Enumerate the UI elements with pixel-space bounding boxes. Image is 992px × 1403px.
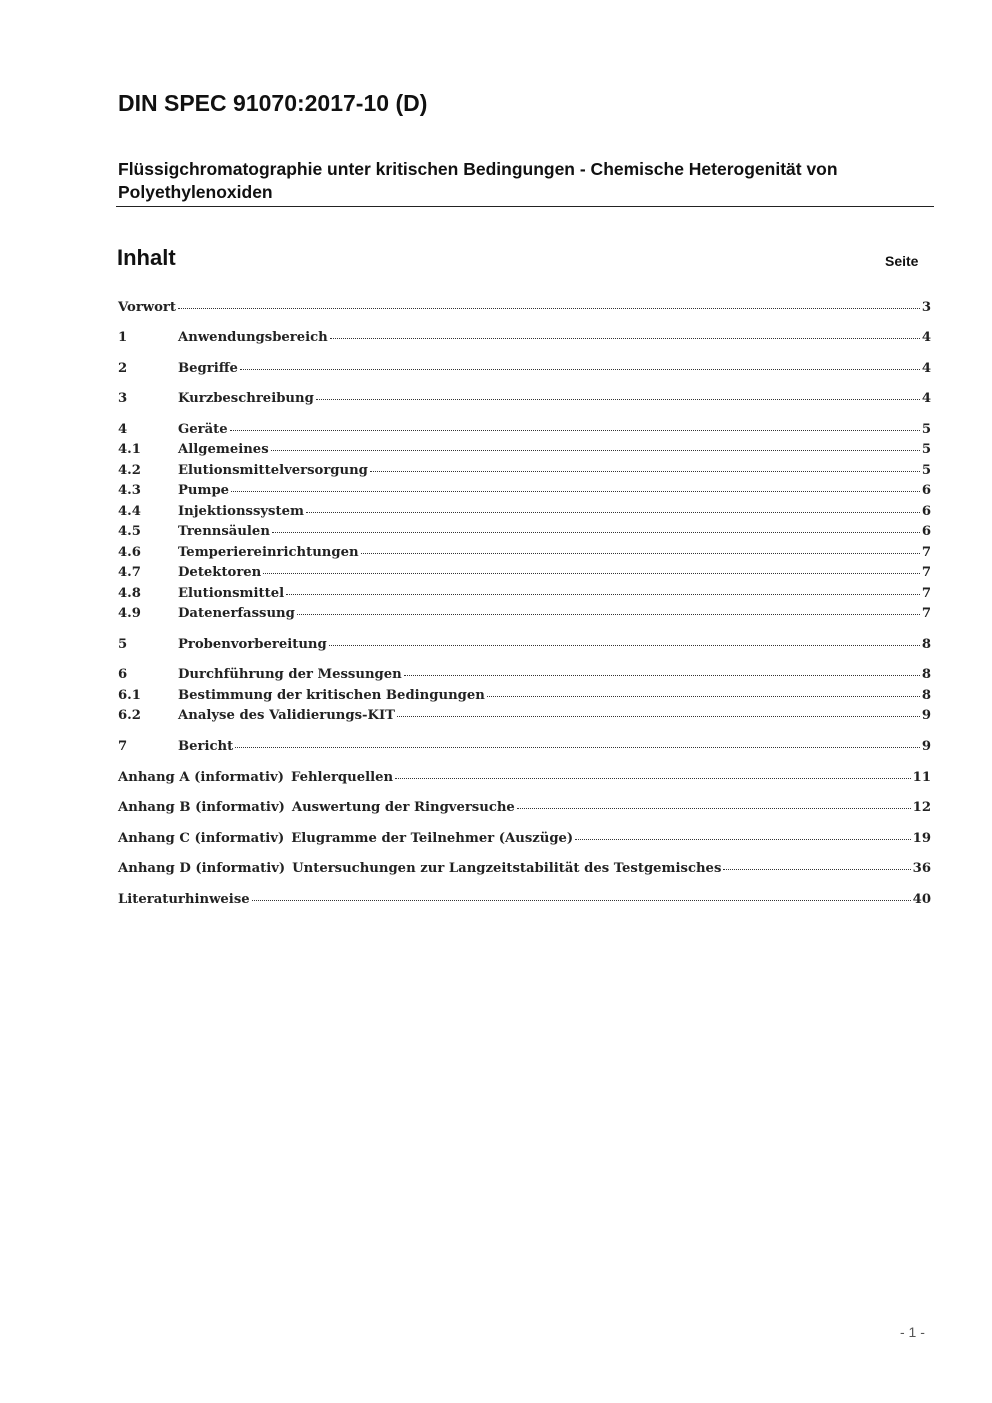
toc-entry-number: 4.5	[118, 524, 141, 539]
toc-entry-page: 36	[912, 861, 931, 876]
toc-entry-annex: Anhang B (informativ)	[118, 800, 285, 815]
toc-entry[interactable]	[118, 330, 931, 350]
toc-entry-title: Temperiereinrichtungen	[178, 545, 359, 560]
toc-entry-annex: Anhang D (informativ)	[118, 861, 286, 876]
toc-entry[interactable]	[118, 300, 931, 320]
toc-entry-title: Untersuchungen zur Langzeitstabilität des Testgemisches	[292, 861, 722, 876]
toc-entry-page: 7	[921, 586, 931, 601]
toc-entry[interactable]	[118, 586, 931, 606]
toc-entry-title: Elugramme der Teilnehmer (Auszüge)	[291, 831, 574, 846]
toc-dot-leader	[178, 308, 920, 309]
toc-entry-page: 8	[921, 667, 931, 682]
toc-entry-page: 40	[912, 892, 931, 907]
toc-entry-title: Durchführung der Messungen	[178, 667, 402, 682]
toc-dot-leader	[230, 430, 920, 431]
toc-entry-title: Kurzbeschreibung	[178, 391, 314, 406]
toc-dot-leader	[575, 839, 910, 840]
toc-entry[interactable]	[118, 504, 931, 524]
toc-entry[interactable]	[118, 463, 931, 483]
toc-entry[interactable]	[118, 831, 931, 851]
toc-dot-leader	[306, 512, 920, 513]
toc-dot-leader	[361, 553, 920, 554]
toc-heading: Inhalt	[117, 245, 176, 270]
toc-entry-page: 9	[921, 708, 931, 723]
toc-entry-title: Bestimmung der kritischen Bedingungen	[178, 688, 485, 703]
toc-dot-leader	[271, 450, 920, 451]
toc-entry-title: Elutionsmittel	[178, 586, 285, 601]
toc-entry-page: 19	[912, 831, 931, 846]
toc-entry[interactable]	[118, 637, 931, 657]
toc-entry-page: 5	[921, 422, 931, 437]
toc-entry-page: 9	[921, 739, 931, 754]
toc-dot-leader	[252, 900, 911, 901]
toc-entry-number: 6.2	[118, 708, 141, 723]
page-number: - 1 -	[900, 1324, 925, 1340]
toc-entry-title: Allgemeines	[178, 442, 269, 457]
toc-entry[interactable]	[118, 361, 931, 381]
toc-entry-number: 6	[118, 667, 128, 682]
toc-entry[interactable]	[118, 800, 931, 820]
toc-entry-number: 4.9	[118, 606, 141, 621]
toc-entry[interactable]	[118, 667, 931, 687]
toc-entry-page: 6	[921, 483, 931, 498]
toc-entry[interactable]	[118, 770, 931, 790]
toc-entry-page: 11	[912, 770, 931, 785]
toc-entry[interactable]	[118, 708, 931, 728]
toc-entry-title: Datenerfassung	[178, 606, 295, 621]
toc-entry-title: Auswertung der Ringversuche	[291, 800, 515, 815]
toc-dot-leader	[487, 696, 920, 697]
toc-dot-leader	[404, 675, 920, 676]
title-divider	[116, 206, 934, 207]
toc-entry-title: Literaturhinweise	[118, 892, 250, 907]
toc-entry-page: 6	[921, 504, 931, 519]
document-title: DIN SPEC 91070:2017-10 (D)	[118, 90, 428, 116]
toc-entry-page: 8	[921, 637, 931, 652]
toc-dot-leader	[723, 869, 910, 870]
toc-entry-page: 7	[921, 545, 931, 560]
toc-dot-leader	[235, 747, 920, 748]
toc-entry[interactable]	[118, 422, 931, 442]
toc-entry[interactable]	[118, 606, 931, 626]
toc-entry-number: 7	[118, 739, 128, 754]
toc-entry-title: Injektionssystem	[178, 504, 304, 519]
toc-entry-number: 4.8	[118, 586, 141, 601]
toc-entry-title: Begriffe	[178, 361, 238, 376]
toc-entry-page: 7	[921, 565, 931, 580]
toc-entry[interactable]	[118, 565, 931, 585]
toc-dot-leader	[272, 532, 920, 533]
toc-entry-page: 5	[921, 442, 931, 457]
toc-entry[interactable]	[118, 739, 931, 759]
toc-entry-title: Fehlerquellen	[290, 770, 394, 785]
toc-entry[interactable]	[118, 892, 931, 912]
toc-dot-leader	[263, 573, 920, 574]
toc-entry-annex: Anhang A (informativ)	[118, 770, 284, 785]
toc-dot-leader	[297, 614, 920, 615]
toc-entry[interactable]	[118, 545, 931, 565]
toc-dot-leader	[231, 491, 920, 492]
toc-entry-number: 6.1	[118, 688, 141, 703]
document-subtitle: Flüssigchromatographie unter kritischen Bedingungen - Chemische Heterogenität von Polyethylenoxiden	[118, 159, 838, 202]
toc-entry[interactable]	[118, 391, 931, 411]
toc-entry-title: Elutionsmittelversorgung	[178, 463, 368, 478]
toc-entry-number: 4.3	[118, 483, 141, 498]
toc-entry-page: 12	[912, 800, 931, 815]
toc-entry-page: 7	[921, 606, 931, 621]
toc-entry-title: Geräte	[178, 422, 228, 437]
toc-dot-leader	[395, 778, 911, 779]
toc-entry-number: 3	[118, 391, 128, 406]
toc-entry-number: 4.4	[118, 504, 141, 519]
toc-entry-page: 6	[921, 524, 931, 539]
toc-entry-number: 4.2	[118, 463, 141, 478]
toc-entry-page: 8	[921, 688, 931, 703]
toc-dot-leader	[517, 808, 911, 809]
toc-entry[interactable]	[118, 688, 931, 708]
toc-entry-number: 4.7	[118, 565, 141, 580]
toc-entry-page: 4	[921, 330, 931, 345]
toc-entry-page: 4	[921, 361, 931, 376]
toc-entry[interactable]	[118, 861, 931, 881]
toc-entry[interactable]	[118, 442, 931, 462]
toc-entry-title: Vorwort	[118, 300, 176, 315]
toc-dot-leader	[370, 471, 920, 472]
toc-entry-title: Analyse des Validierungs-KIT	[178, 708, 395, 723]
toc-entry-title: Probenvorbereitung	[178, 637, 327, 652]
toc-entry-annex: Anhang C (informativ)	[118, 831, 285, 846]
toc-entry-number: 5	[118, 637, 128, 652]
toc-entry-number: 4	[118, 422, 128, 437]
page-column-label: Seite	[885, 253, 919, 269]
toc-dot-leader	[397, 716, 920, 717]
toc-dot-leader	[286, 594, 920, 595]
toc-entry-title: Pumpe	[178, 483, 230, 498]
toc-entry-title: Trennsäulen	[178, 524, 270, 539]
toc-entry-title: Detektoren	[178, 565, 262, 580]
toc-entry-title: Bericht	[178, 739, 234, 754]
toc-entry[interactable]	[118, 524, 931, 544]
toc-entry-page: 3	[921, 300, 931, 315]
toc-entry-page: 4	[921, 391, 931, 406]
toc-dot-leader	[240, 369, 920, 370]
toc-entry-number: 1	[118, 330, 128, 345]
toc-entry-title: Anwendungsbereich	[178, 330, 328, 345]
toc-entry-page: 5	[921, 463, 931, 478]
toc-entry[interactable]	[118, 483, 931, 503]
toc-entry-number: 4.1	[118, 442, 141, 457]
toc-entry-number: 2	[118, 361, 128, 376]
toc-entry-number: 4.6	[118, 545, 141, 560]
toc-dot-leader	[316, 399, 920, 400]
toc-dot-leader	[330, 338, 920, 339]
toc-dot-leader	[329, 645, 920, 646]
